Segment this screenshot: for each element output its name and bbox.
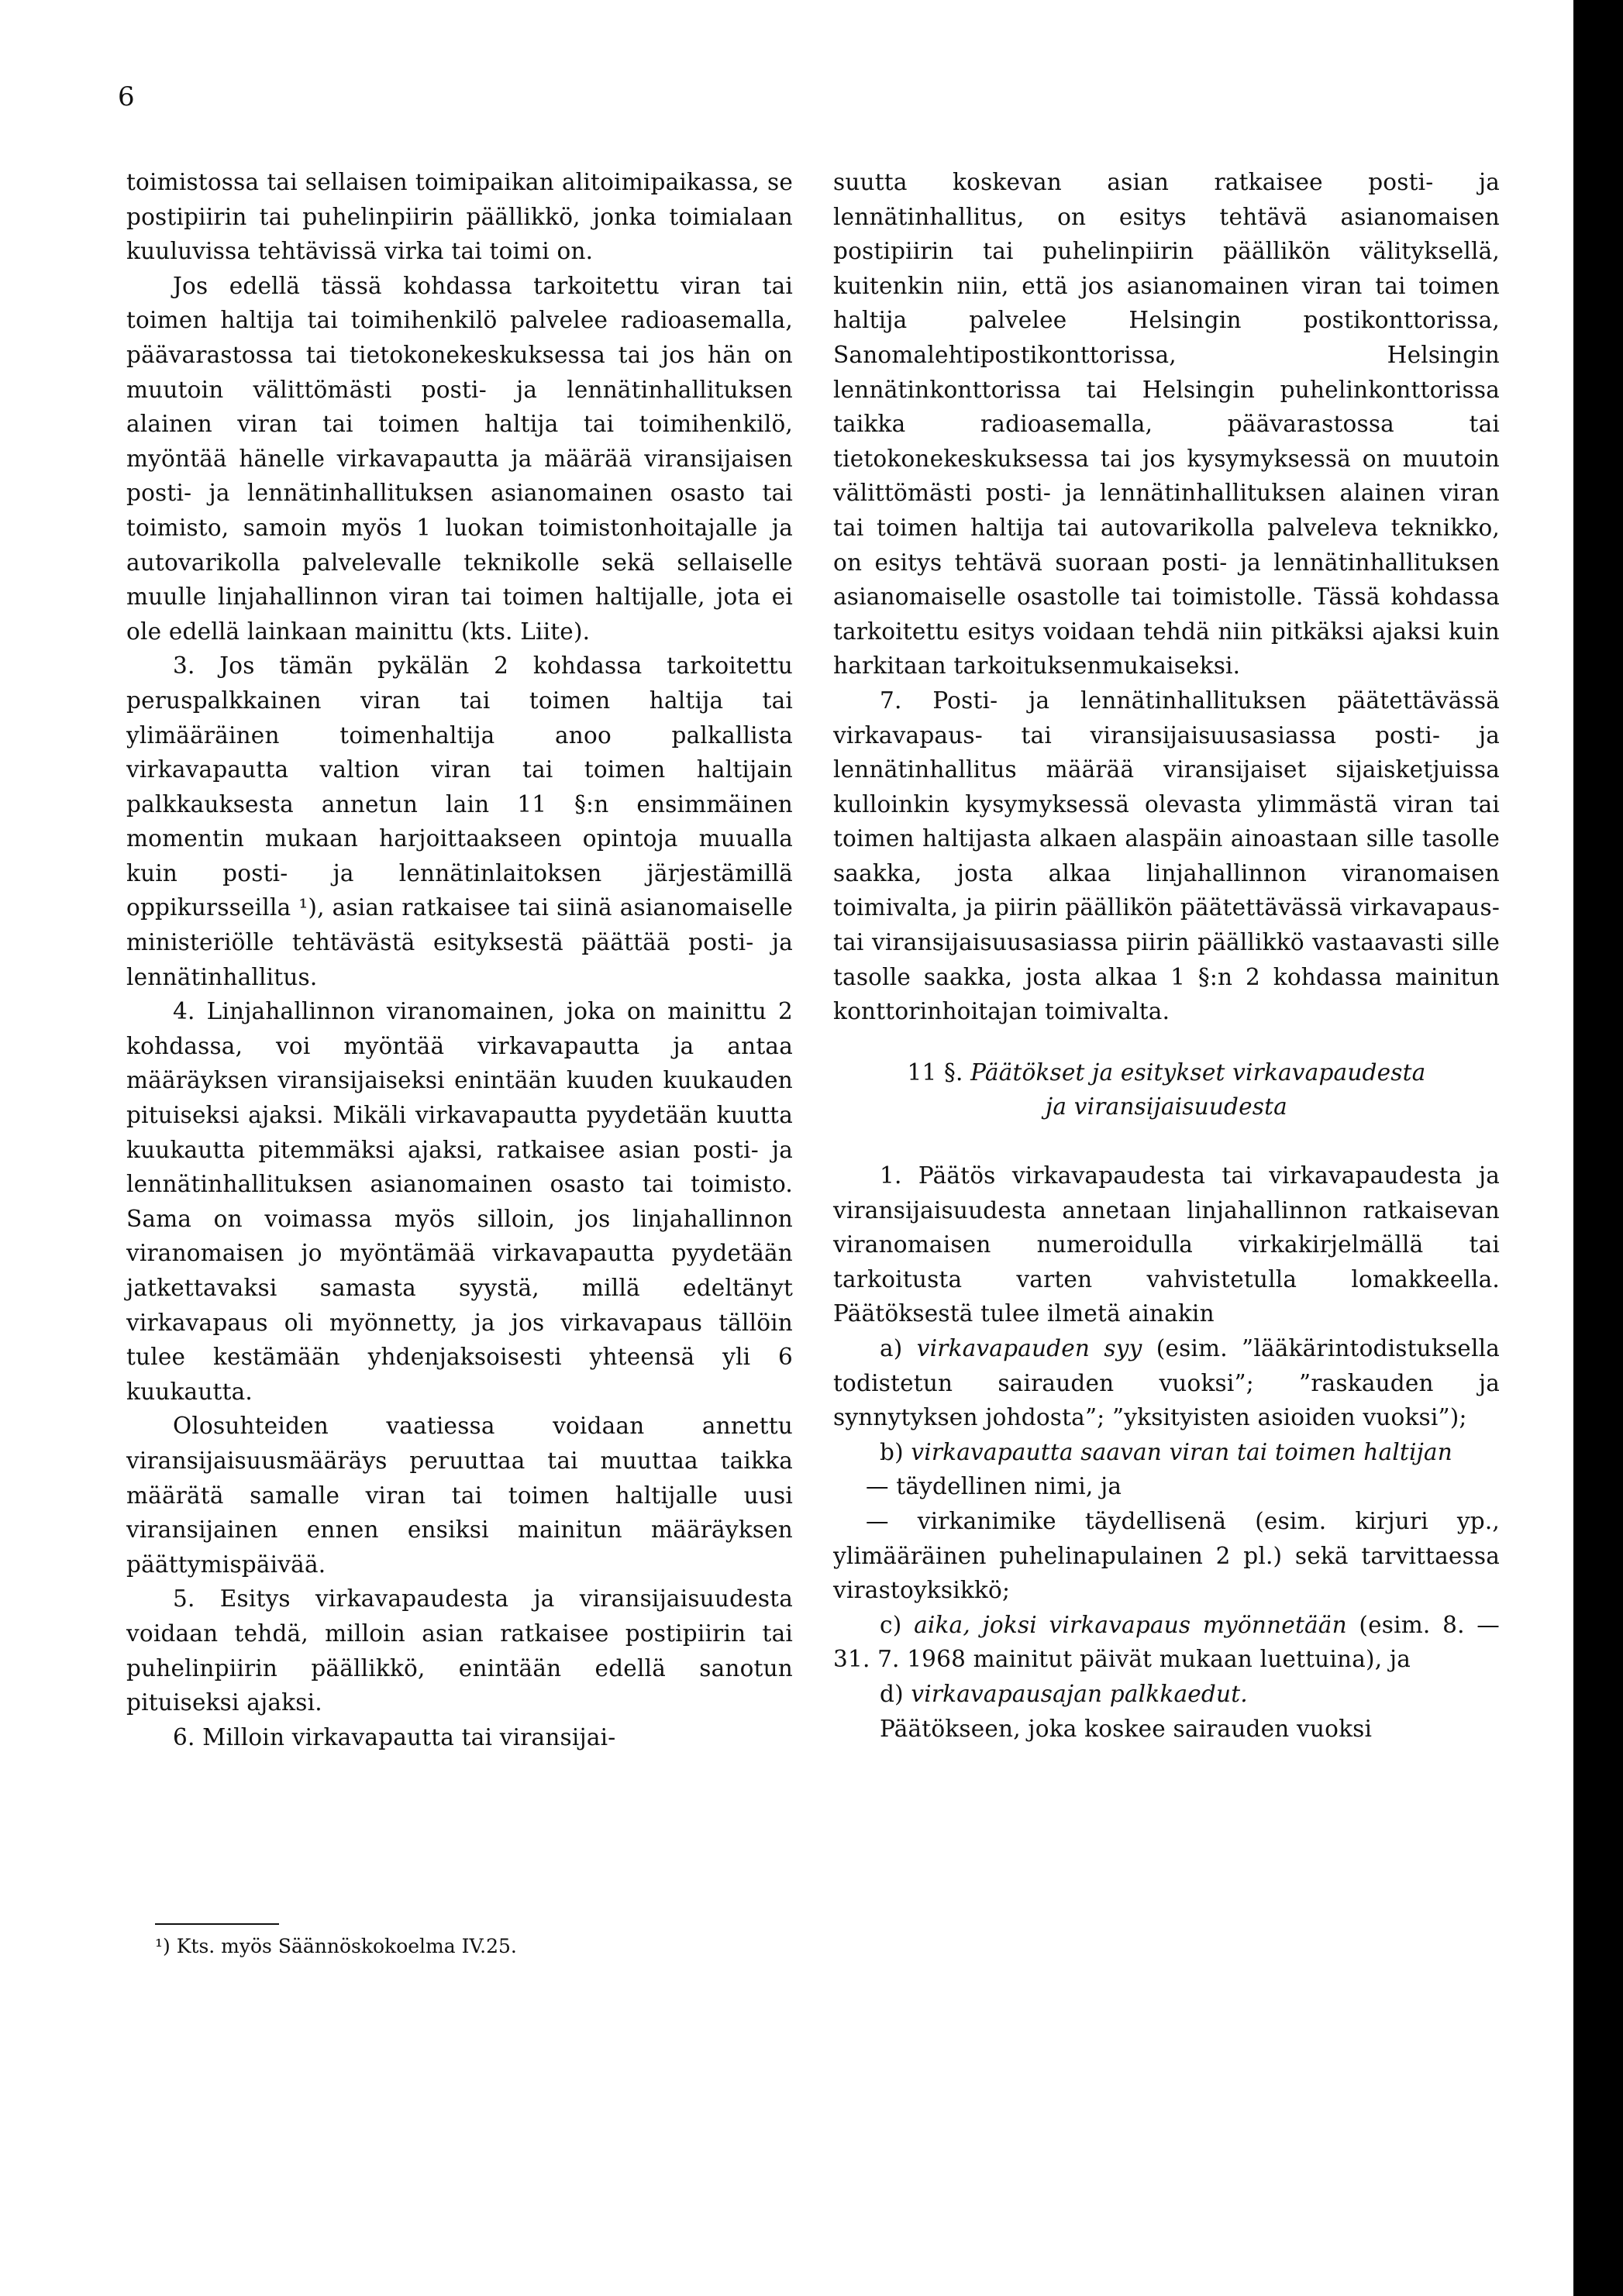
list-item-b [833, 1435, 1500, 1470]
section-number: 11 §. [907, 1059, 971, 1086]
left-paragraph: toimistossa tai sellaisen toimipaikan alitoimipaikassa, se postipiirin tai puhelinpiirin päällikkö, jonka toimialaan kuuluvissa tehtävissä virka tai toimi on. [126, 169, 793, 265]
item-text: (esim. 8. — 31. 7. 1968 mainitut päivät mukaan luettuina), ja [833, 1611, 1500, 1673]
item-label: c) [880, 1611, 915, 1638]
dash-item: — täydellinen nimi, ja [866, 1473, 1122, 1500]
item-emphasis: aika, joksi virkavapaus myönnetään [914, 1611, 1347, 1638]
item-label: d) [880, 1680, 911, 1707]
item-text: (esim. ”lääkärintodistuksella todistetun sairauden vuoksi”; ”raskauden ja synnytyksen johdosta”; ”yksityisten asioiden vuoksi”); [833, 1335, 1500, 1431]
item-emphasis: virkavapauden syy [916, 1335, 1142, 1361]
section-title-line1: Päätökset ja esitykset virkavapaudesta [970, 1059, 1426, 1086]
right-column [833, 165, 1500, 1746]
left-paragraph: 5. Esitys virkavapaudesta ja viransijaisuudesta voidaan tehdä, milloin asian ratkaisee postipiirin tai puhelinpiirin päällikkö, enintään edellä sanotun pituiseksi ajaksi. [126, 1585, 793, 1716]
left-column [126, 165, 793, 1754]
footnote: ¹) Kts. myös Säännöskokoelma IV.25. [155, 1935, 517, 1957]
footnote-divider [155, 1923, 279, 1925]
section-title-line2: ja viransijaisuudesta [1046, 1093, 1287, 1120]
item-emphasis: virkavapautta saavan viran tai toimen haltijan [911, 1438, 1452, 1465]
scan-border [1573, 0, 1623, 2296]
list-item-a [833, 1331, 1500, 1435]
right-paragraph: 7. Posti- ja lennätinhallituksen päätettävässä virkavapaus- tai viransijaisuusasiassa posti- ja lennätinhallitus määrää viransijaiset sijaisketjuissa kulloinkin kysymyksessä olevasta ylimmästä viran tai toimen haltijasta alkaen alaspäin ainoastaan sille tasolle saakka, josta alkaa linjahallinnon viranomaisen toimivalta, ja piirin päällikön päätettävässä virkavapaus- tai viransijaisuusasiassa piirin päällikkö vastaavasti sille tasolle saakka, josta alkaa 1 §:n 2 kohdassa mainitun konttorinhoitajan toimivalta. [833, 687, 1500, 1025]
left-paragraph: Olosuhteiden vaatiessa voidaan annettu viransijaisuusmääräys peruuttaa tai muuttaa taikka määrätä samalle viran tai toimen haltijalle uusi viransijainen ennen ensiksi mainitun määräyksen päättymispäivää. [126, 1413, 793, 1578]
item-emphasis: virkavapausajan palkkaedut. [911, 1680, 1248, 1707]
item-label: a) [880, 1335, 917, 1361]
right-paragraph: Päätökseen, joka koskee sairauden vuoksi [880, 1715, 1373, 1742]
list-item-d [833, 1677, 1500, 1712]
section-heading [833, 1055, 1500, 1124]
left-paragraph: Jos edellä tässä kohdassa tarkoitettu viran tai toimen haltija tai toimihenkilö palvelee radioasemalla, päävarastossa tai tietokonekeskuksessa tai jos hän on muutoin välittömästi posti- ja lennätinhallituksen alainen viran tai toimen haltija tai toimihenkilö, myöntää hänelle virkavapautta ja määrää viransijaisen posti- ja lennätinhallituksen asianomainen osasto tai toimisto, samoin myös 1 luokan toimistonhoitajalle ja autovarikolla palvelevalle teknikolle sekä sellaiselle muulle linjahallinnon viran tai toimen haltijalle, jota ei ole edellä lainkaan mainittu (kts. Liite). [126, 272, 793, 645]
item-label: b) [880, 1438, 911, 1465]
right-paragraph: suutta koskevan asian ratkaisee posti- ja lennätinhallitus, on esitys tehtävä asianomaisen postipiirin tai puhelinpiirin päällikön välityksellä, kuitenkin niin, että jos asianomainen viran tai toimen haltija palvelee Helsingin postikonttorissa, Sanomalehtipostikonttorissa, Helsingin lennätinkonttorissa tai Helsingin puhelinkonttorissa taikka radioasemalla, päävarastossa tai tietokonekeskuksessa tai jos kysymyksessä on muutoin välittömästi posti- ja lennätinhallituksen alainen viran tai toimen haltija tai autovarikolla palveleva teknikko, on esitys tehtävä suoraan posti- ja lennätinhallituksen asianomaiselle osastolle tai toimistolle. Tässä kohdassa tarkoitettu esitys voidaan tehdä niin pitkäksi ajaksi kuin harkitaan tarkoituksenmukaiseksi. [833, 169, 1500, 680]
right-paragraph: 1. Päätös virkavapaudesta tai virkavapaudesta ja viransijaisuudesta annetaan linjahallinnon ratkaisevan viranomaisen numeroidulla virkakirjelmällä tai tarkoitusta varten vahvistetulla lomakkeella. Päätöksestä tulee ilmetä ainakin [833, 1162, 1500, 1327]
dash-item: — virkanimike täydellisenä (esim. kirjuri yp., ylimääräinen puhelinapulainen 2 pl.) sekä tarvittaessa virastoyksikkö; [833, 1507, 1500, 1604]
list-item-c [833, 1608, 1500, 1677]
left-paragraph: 3. Jos tämän pykälän 2 kohdassa tarkoitettu peruspalkkainen viran tai toimen haltija tai ylimääräinen toimenhaltija anoo palkallista virkavapautta valtion viran tai toimen haltijain palkkauksesta annetun lain 11 §:n ensimmäinen momentin mukaan harjoittaakseen opintoja muualla kuin posti- ja lennätinlaitoksen järjestämillä oppikursseilla ¹), asian ratkaisee tai siinä asianomaiselle ministeriölle tehtävästä esityksestä päättää posti- ja lennätinhallitus. [126, 652, 793, 990]
left-paragraph: 6. Milloin virkavapautta tai viransijai- [173, 1723, 616, 1750]
left-paragraph: 4. Linjahallinnon viranomainen, joka on mainittu 2 kohdassa, voi myöntää virkavapautta ja antaa määräyksen viransijaiseksi enintään kuuden kuukauden pituiseksi ajaksi. Mikäli virkavapautta pyydetään kuutta kuukautta pitemmäksi ajaksi, ratkaisee asian posti- ja lennätinhallituksen asianomainen osasto tai toimisto. Sama on voimassa myös silloin, jos linjahallinnon viranomaisen jo myöntämää virkavapautta pyydetään jatkettavaksi samasta syystä, millä edeltänyt virkavapaus oli myönnetty, ja jos virkavapaus tällöin tulee kestämään yhdenjaksoisesti yhteensä yli 6 kuukautta. [126, 998, 793, 1405]
page-number: 6 [118, 81, 135, 112]
